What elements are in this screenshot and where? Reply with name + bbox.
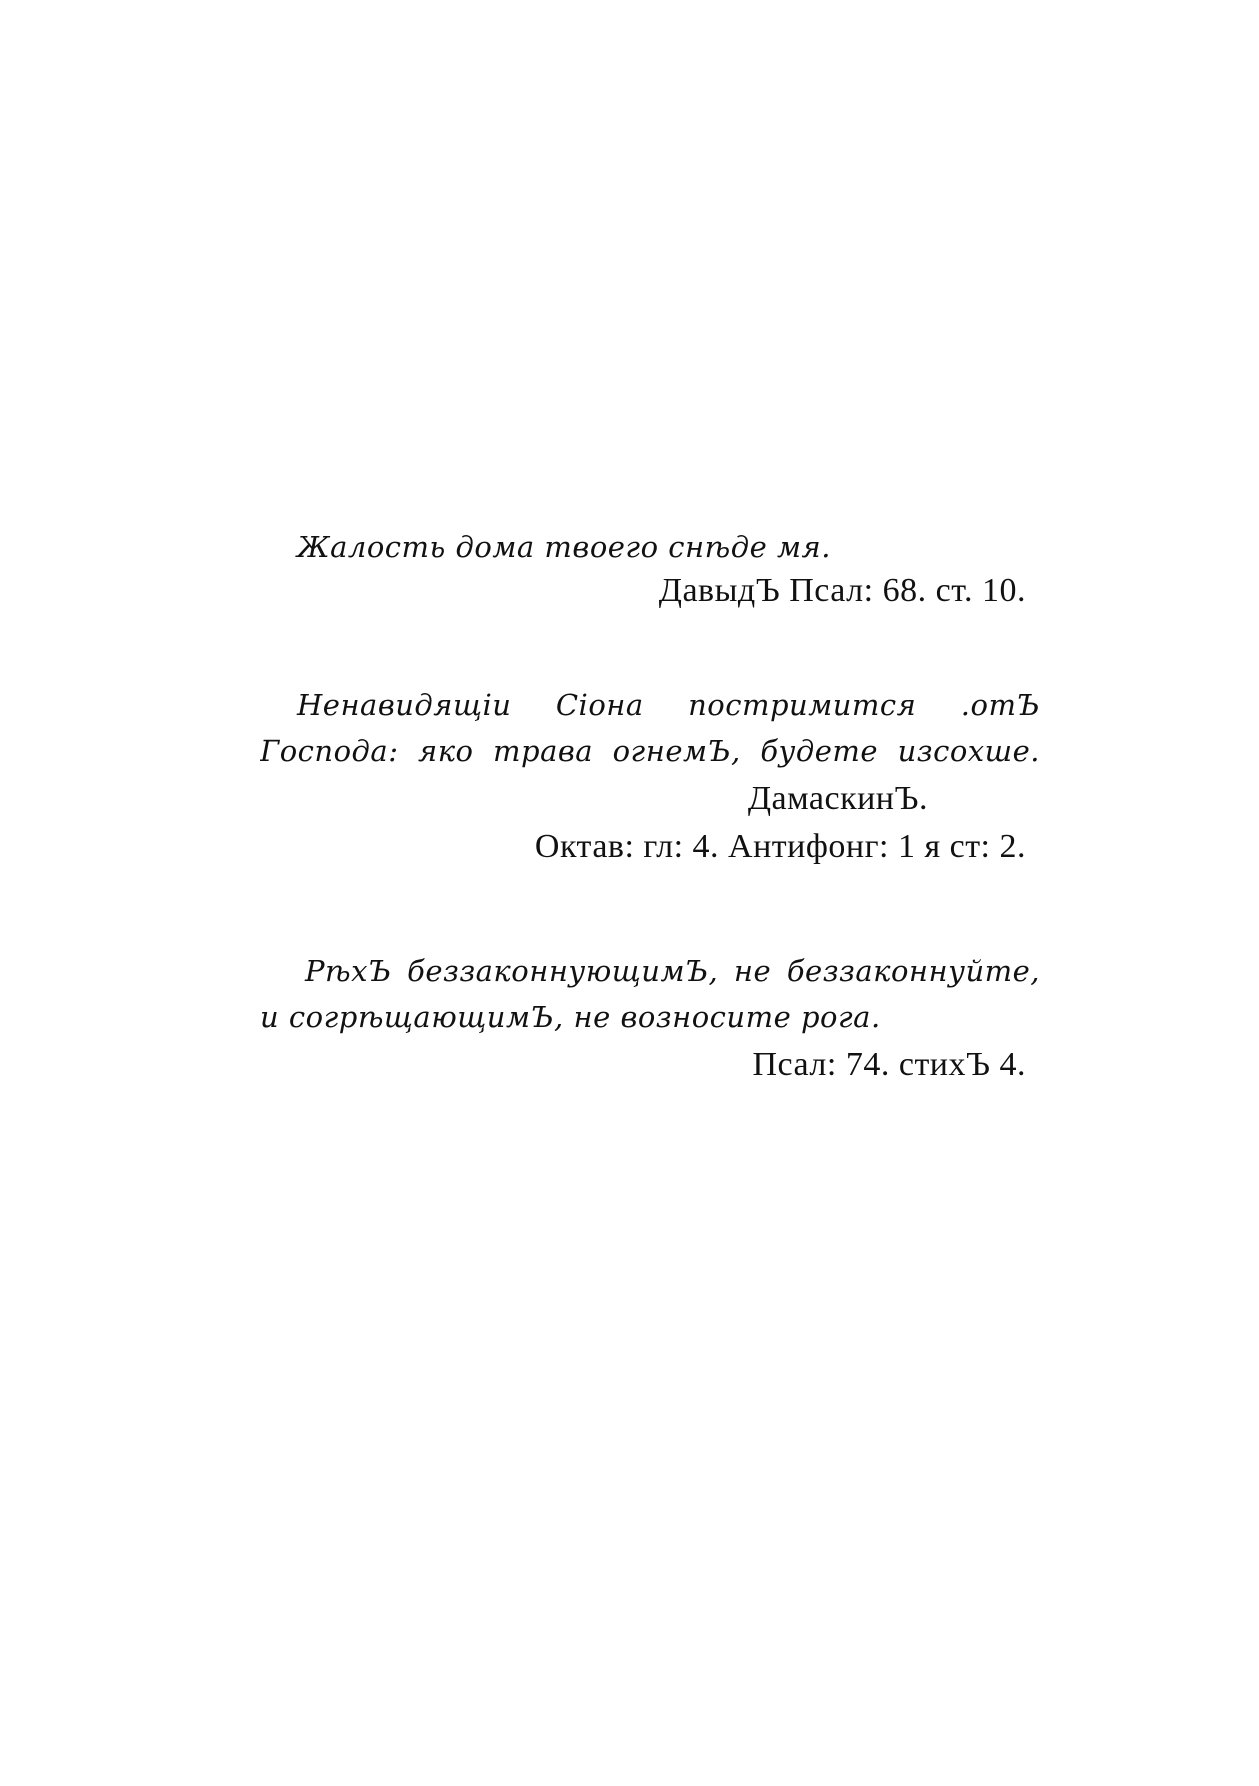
epigraph-2-source-author: ДамаскинЪ.: [747, 780, 928, 817]
epigraph-2: [260, 683, 1040, 871]
epigraph-3-text-line-2: и согрѣщающимЪ, не возносите рога.: [260, 1000, 881, 1034]
epigraph-3-source: Псал: 74. стихЪ 4.: [752, 1046, 1026, 1083]
epigraph-3: [260, 948, 1040, 1090]
epigraph-2-source-reference: Октав: гл: 4. Антифонг: 1 я ст: 2.: [534, 828, 1026, 865]
epigraph-2-text-line-2: Господа: яко трава огнемЪ, будете изсохше.: [260, 734, 1040, 768]
epigraph-2-text-line-1: Ненавидящіи Сіона постримится .отЪ: [297, 688, 1040, 722]
epigraph-1-text-line-1: Жалость дома твоего снѣде мя.: [297, 530, 831, 564]
epigraph-3-text-line-1: РѣхЪ беззаконнующимЪ, не беззаконнуйте,: [305, 954, 1040, 988]
epigraph-1: [260, 525, 1040, 613]
epigraph-1-source: ДавыдЪ Псал: 68. ст. 10.: [658, 572, 1026, 609]
